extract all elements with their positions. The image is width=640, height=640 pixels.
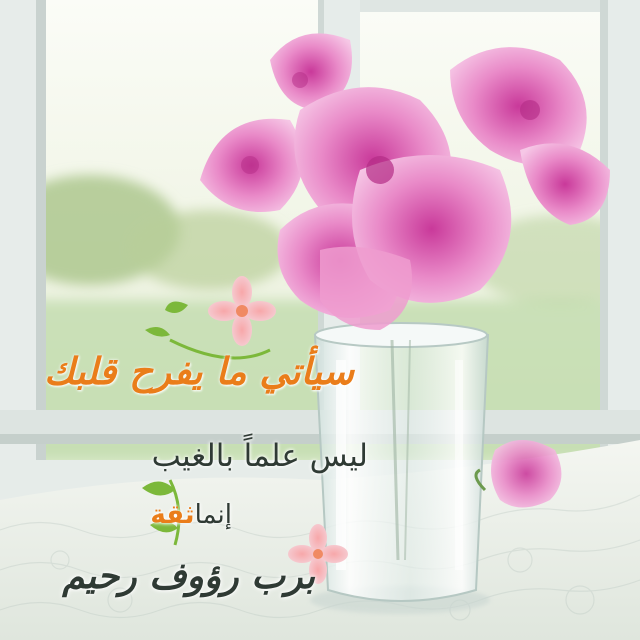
greeting-line-3-prefix: إنما xyxy=(194,500,232,530)
greeting-line-4: برب رؤوف رحيم xyxy=(62,556,315,597)
greeting-line-1: سيأتي ما يفرح قلبك xyxy=(44,350,354,393)
greeting-line-3 xyxy=(150,500,232,530)
greeting-line-3-accent: ثقة xyxy=(150,500,195,530)
greeting-line-2: ليس علماً بالغيب xyxy=(151,438,368,474)
